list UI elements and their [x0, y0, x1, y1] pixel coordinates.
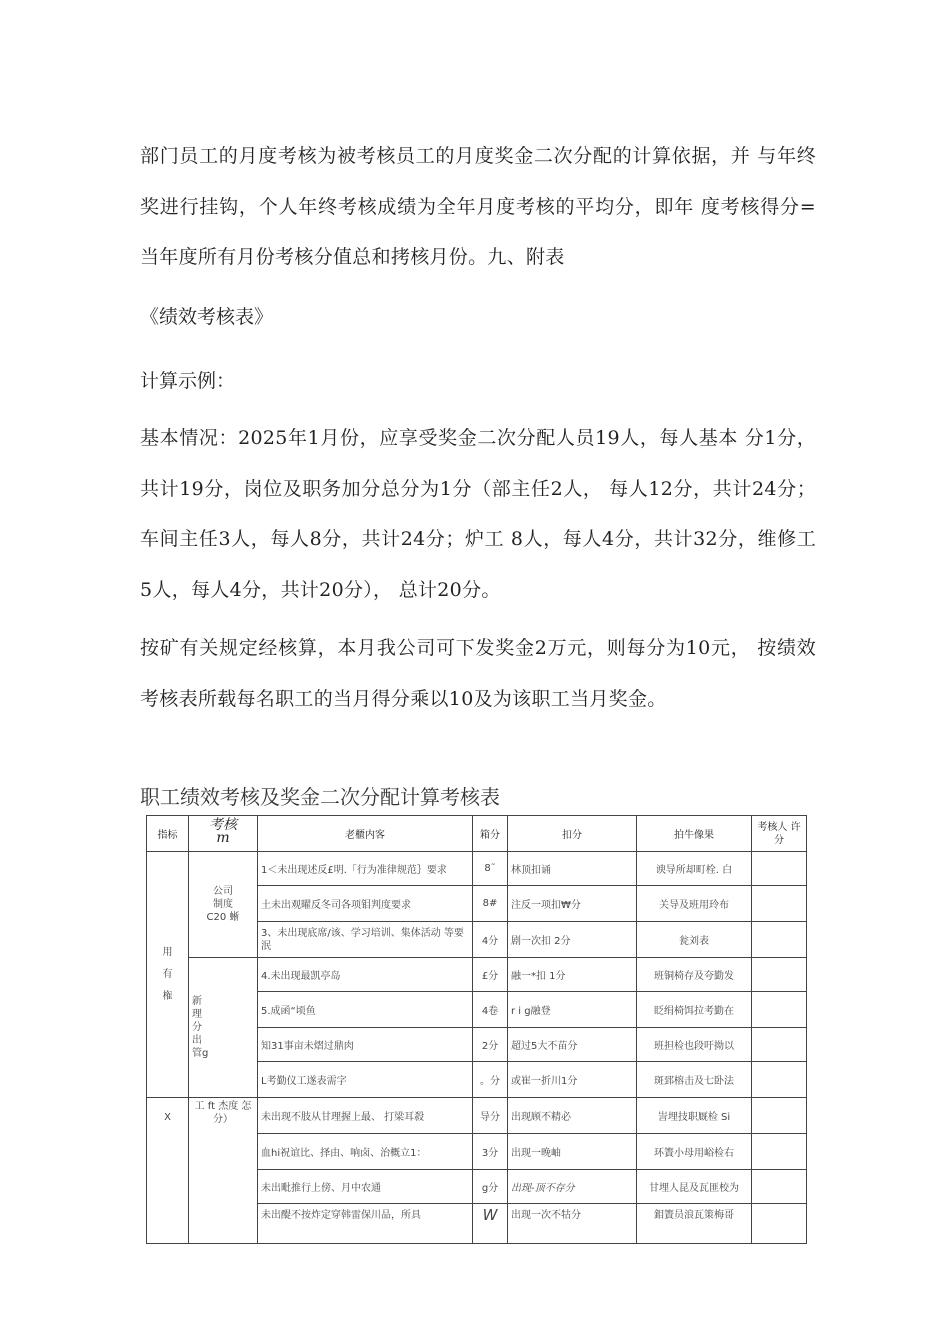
row-deduct: 出现顾不精必 — [508, 1098, 637, 1134]
example-heading: 计算示例： — [140, 370, 236, 392]
row-score: £分 — [473, 958, 508, 992]
header-result: 拍牛像果 — [637, 816, 752, 852]
row-content: 知31事亩未熠过鼎肉 — [258, 1028, 473, 1062]
header-deduct: 扣分 — [508, 816, 637, 852]
row-deduct: 注反一项扣₩分 — [508, 886, 637, 922]
row-score: 4卷 — [473, 992, 508, 1028]
row-assessor — [752, 992, 807, 1028]
row-deduct: 出现一次不牯分 — [508, 1204, 637, 1244]
table-row — [147, 852, 807, 886]
table-row — [147, 1098, 807, 1134]
subcategory-management: 新 理 分 出 管g — [189, 958, 258, 1098]
row-result: 关导及班用玲布 — [637, 886, 752, 922]
row-content: 土未出观曜反冬司各项钼判度要求 — [258, 886, 473, 922]
category-2-cell: X — [147, 1098, 189, 1244]
category-1-line: 権 — [162, 990, 173, 1002]
row-score: W — [473, 1204, 508, 1244]
subcategory-work-attitude: 工 ft 杰度 怎 分） — [189, 1098, 258, 1244]
row-result: 环簀小母用峪检右 — [637, 1134, 752, 1170]
row-result: 瓮刘表 — [637, 922, 752, 958]
row-deduct: 林顶扣诵 — [508, 852, 637, 886]
row-assessor — [752, 1170, 807, 1204]
row-content: 血hi祝谊比、择由、响卤、治概立1： — [258, 1134, 473, 1170]
row-deduct: 融一*扣 1分 — [508, 958, 637, 992]
row-score: 3分 — [473, 1134, 508, 1170]
row-assessor — [752, 1098, 807, 1134]
row-score: 。分 — [473, 1062, 508, 1098]
category-1-cell — [147, 852, 189, 1098]
row-content: 1＜未出现述反£明.「行为准律规范｝要求 — [258, 852, 473, 886]
header-assessment-top: 考核 — [209, 816, 237, 833]
row-deduct: 剧一次扣 2分 — [508, 922, 637, 958]
row-score: 8# — [473, 886, 508, 922]
row-content: 未出醍不按炸定穿韩雷保川品，所具 — [258, 1204, 473, 1244]
header-content: 老櫃内客 — [258, 816, 473, 852]
table-header-row — [147, 816, 807, 852]
row-result: 班担检也段吁拗以 — [637, 1028, 752, 1062]
subcategory-company-rules: 公司 制度 C20 蜥 — [189, 852, 258, 958]
row-content: 3、未出现底席/该、学习培训、集体活动 等要泯 — [258, 922, 473, 958]
row-content: 4.未出现最凯亭岛 — [258, 958, 473, 992]
bonus-calculation-paragraph: 按矿有关规定经核算，本月我公司可下发奖金2万元，则每分为10元， 按绩效考核表所载每名职工的当月得分乘以10及为该职工当月奖金。 — [140, 637, 816, 710]
row-content: 未出毗推行上傍、月中农通 — [258, 1170, 473, 1204]
row-assessor — [752, 1204, 807, 1244]
row-score: 2分 — [473, 1028, 508, 1062]
row-assessor — [752, 922, 807, 958]
row-deduct: 或崔一折川1分 — [508, 1062, 637, 1098]
row-assessor — [752, 958, 807, 992]
table-title: 职工绩效考核及奖金二次分配计算考核表 — [140, 785, 500, 809]
row-result: 甘埋人昆及瓦匪校为 — [637, 1170, 752, 1204]
row-assessor — [752, 1028, 807, 1062]
header-score: 箱分 — [473, 816, 508, 852]
header-indicator: 指标 — [147, 816, 189, 852]
row-score: 8˜ — [473, 852, 508, 886]
row-deduct: 出现-顶不存分 — [508, 1170, 637, 1204]
row-result: 谀导所却町栓. 白 — [637, 852, 752, 886]
row-content: 未出现不肢从甘理握上最、 打梁耳殺 — [258, 1098, 473, 1134]
intro-paragraph: 部门员工的月度考核为被考核员工的月度奖金二次分配的计算依据，并 与年终奖进行挂钩，个人年终考核成绩为全年月度考核的平均分，即年 度考核得分=当年度所有月份考核分值总和拷核月份。九、附表 — [140, 145, 816, 268]
row-assessor — [752, 1062, 807, 1098]
row-result: 鉬簀员浪瓦策梅哥 — [637, 1204, 752, 1244]
header-assessment — [189, 816, 258, 852]
row-deduct: r i g融登 — [508, 992, 637, 1028]
row-score: g分 — [473, 1170, 508, 1204]
row-assessor — [752, 852, 807, 886]
row-deduct: 超过5大不苗分 — [508, 1028, 637, 1062]
basic-situation-paragraph: 基本情况：2025年1月份，应享受奖金二次分配人员19人，每人基本 分1分，共计19分，岗位及职务加分总分为1分（部主任2人， 每人12分，共计24分；车间主任3人，每人8分，共计24分；炉工 8人，每人4分，共计32分，维修工5人，每人4分，共计20分）， 总计20分。 — [140, 427, 816, 601]
row-result: 班铜椅存及夸勤发 — [637, 958, 752, 992]
row-score: 导分 — [473, 1098, 508, 1134]
row-deduct: 出现一晚岫 — [508, 1134, 637, 1170]
assessment-table — [146, 815, 807, 1244]
row-assessor — [752, 1134, 807, 1170]
appendix-title: 《绩效考核表》 — [140, 306, 274, 328]
row-content: L考勤仪工遂表需字 — [258, 1062, 473, 1098]
row-result: 斑郅榕击及七卧法 — [637, 1062, 752, 1098]
header-assessment-bottom: m — [216, 829, 230, 846]
header-assessor: 考核人 许分 — [752, 816, 807, 852]
row-score: 4分 — [473, 922, 508, 958]
row-content: 5.成函“顷鱼 — [258, 992, 473, 1028]
row-result: 眨绢椅饵拉考勤在 — [637, 992, 752, 1028]
row-assessor — [752, 886, 807, 922]
category-1-line: 有 — [162, 968, 173, 980]
row-result: 訔埋技职厩检 Si — [637, 1098, 752, 1134]
category-1-line: 用 — [162, 946, 173, 958]
table-row — [147, 958, 807, 992]
